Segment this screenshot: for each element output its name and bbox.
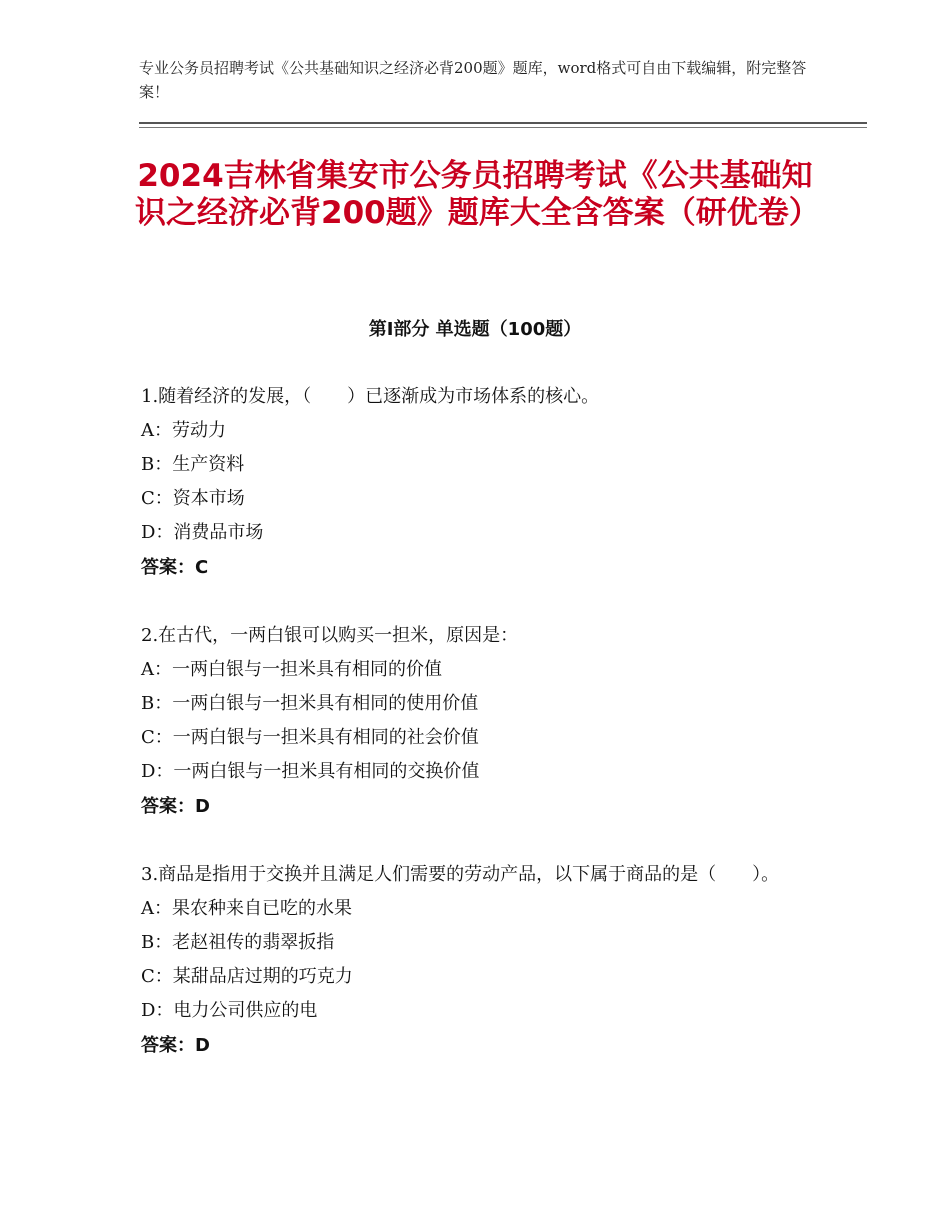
option-d: D：消费品市场 — [141, 522, 264, 543]
question-item — [141, 380, 831, 586]
header-divider-thick — [139, 122, 867, 124]
header-note: 专业公务员招聘考试《公共基础知识之经济必背200题》题库，word格式可自由下载编辑，附完整答案！ — [139, 59, 807, 101]
option-b: B：老赵祖传的翡翠扳指 — [141, 932, 335, 953]
question-stem: 2.在古代，一两白银可以购买一担米，原因是： — [141, 625, 519, 646]
option-c: C：某甜品店过期的巧克力 — [141, 966, 353, 987]
option-c: C：一两白银与一担米具有相同的社会价值 — [141, 727, 479, 748]
answer-label: 答案：C — [141, 557, 209, 578]
answer-label: 答案：D — [141, 796, 210, 817]
question-item — [141, 619, 831, 825]
option-a: A：劳动力 — [141, 420, 226, 441]
question-stem: 1.随着经济的发展，（ ）已逐渐成为市场体系的核心。 — [141, 386, 600, 407]
option-b: B：一两白银与一担米具有相同的使用价值 — [141, 693, 479, 714]
option-d: D：电力公司供应的电 — [141, 1000, 318, 1021]
answer-label: 答案：D — [141, 1035, 210, 1056]
question-item — [141, 858, 831, 1064]
option-b: B：生产资料 — [141, 454, 245, 475]
section-heading: 第Ⅰ部分 单选题（100题） — [368, 319, 582, 340]
option-d: D：一两白银与一担米具有相同的交换价值 — [141, 761, 480, 782]
header-divider-thin — [139, 127, 867, 128]
option-a: A：一两白银与一担米具有相同的价值 — [141, 659, 442, 680]
option-c: C：资本市场 — [141, 488, 245, 509]
question-stem: 3.商品是指用于交换并且满足人们需要的劳动产品，以下属于商品的是（ ）。 — [141, 864, 780, 885]
option-a: A：果农种来自已吃的水果 — [141, 898, 352, 919]
document-title: 2024吉林省集安市公务员招聘考试《公共基础知识之经济必背200题》题库大全含答案（研优卷） — [135, 158, 820, 231]
